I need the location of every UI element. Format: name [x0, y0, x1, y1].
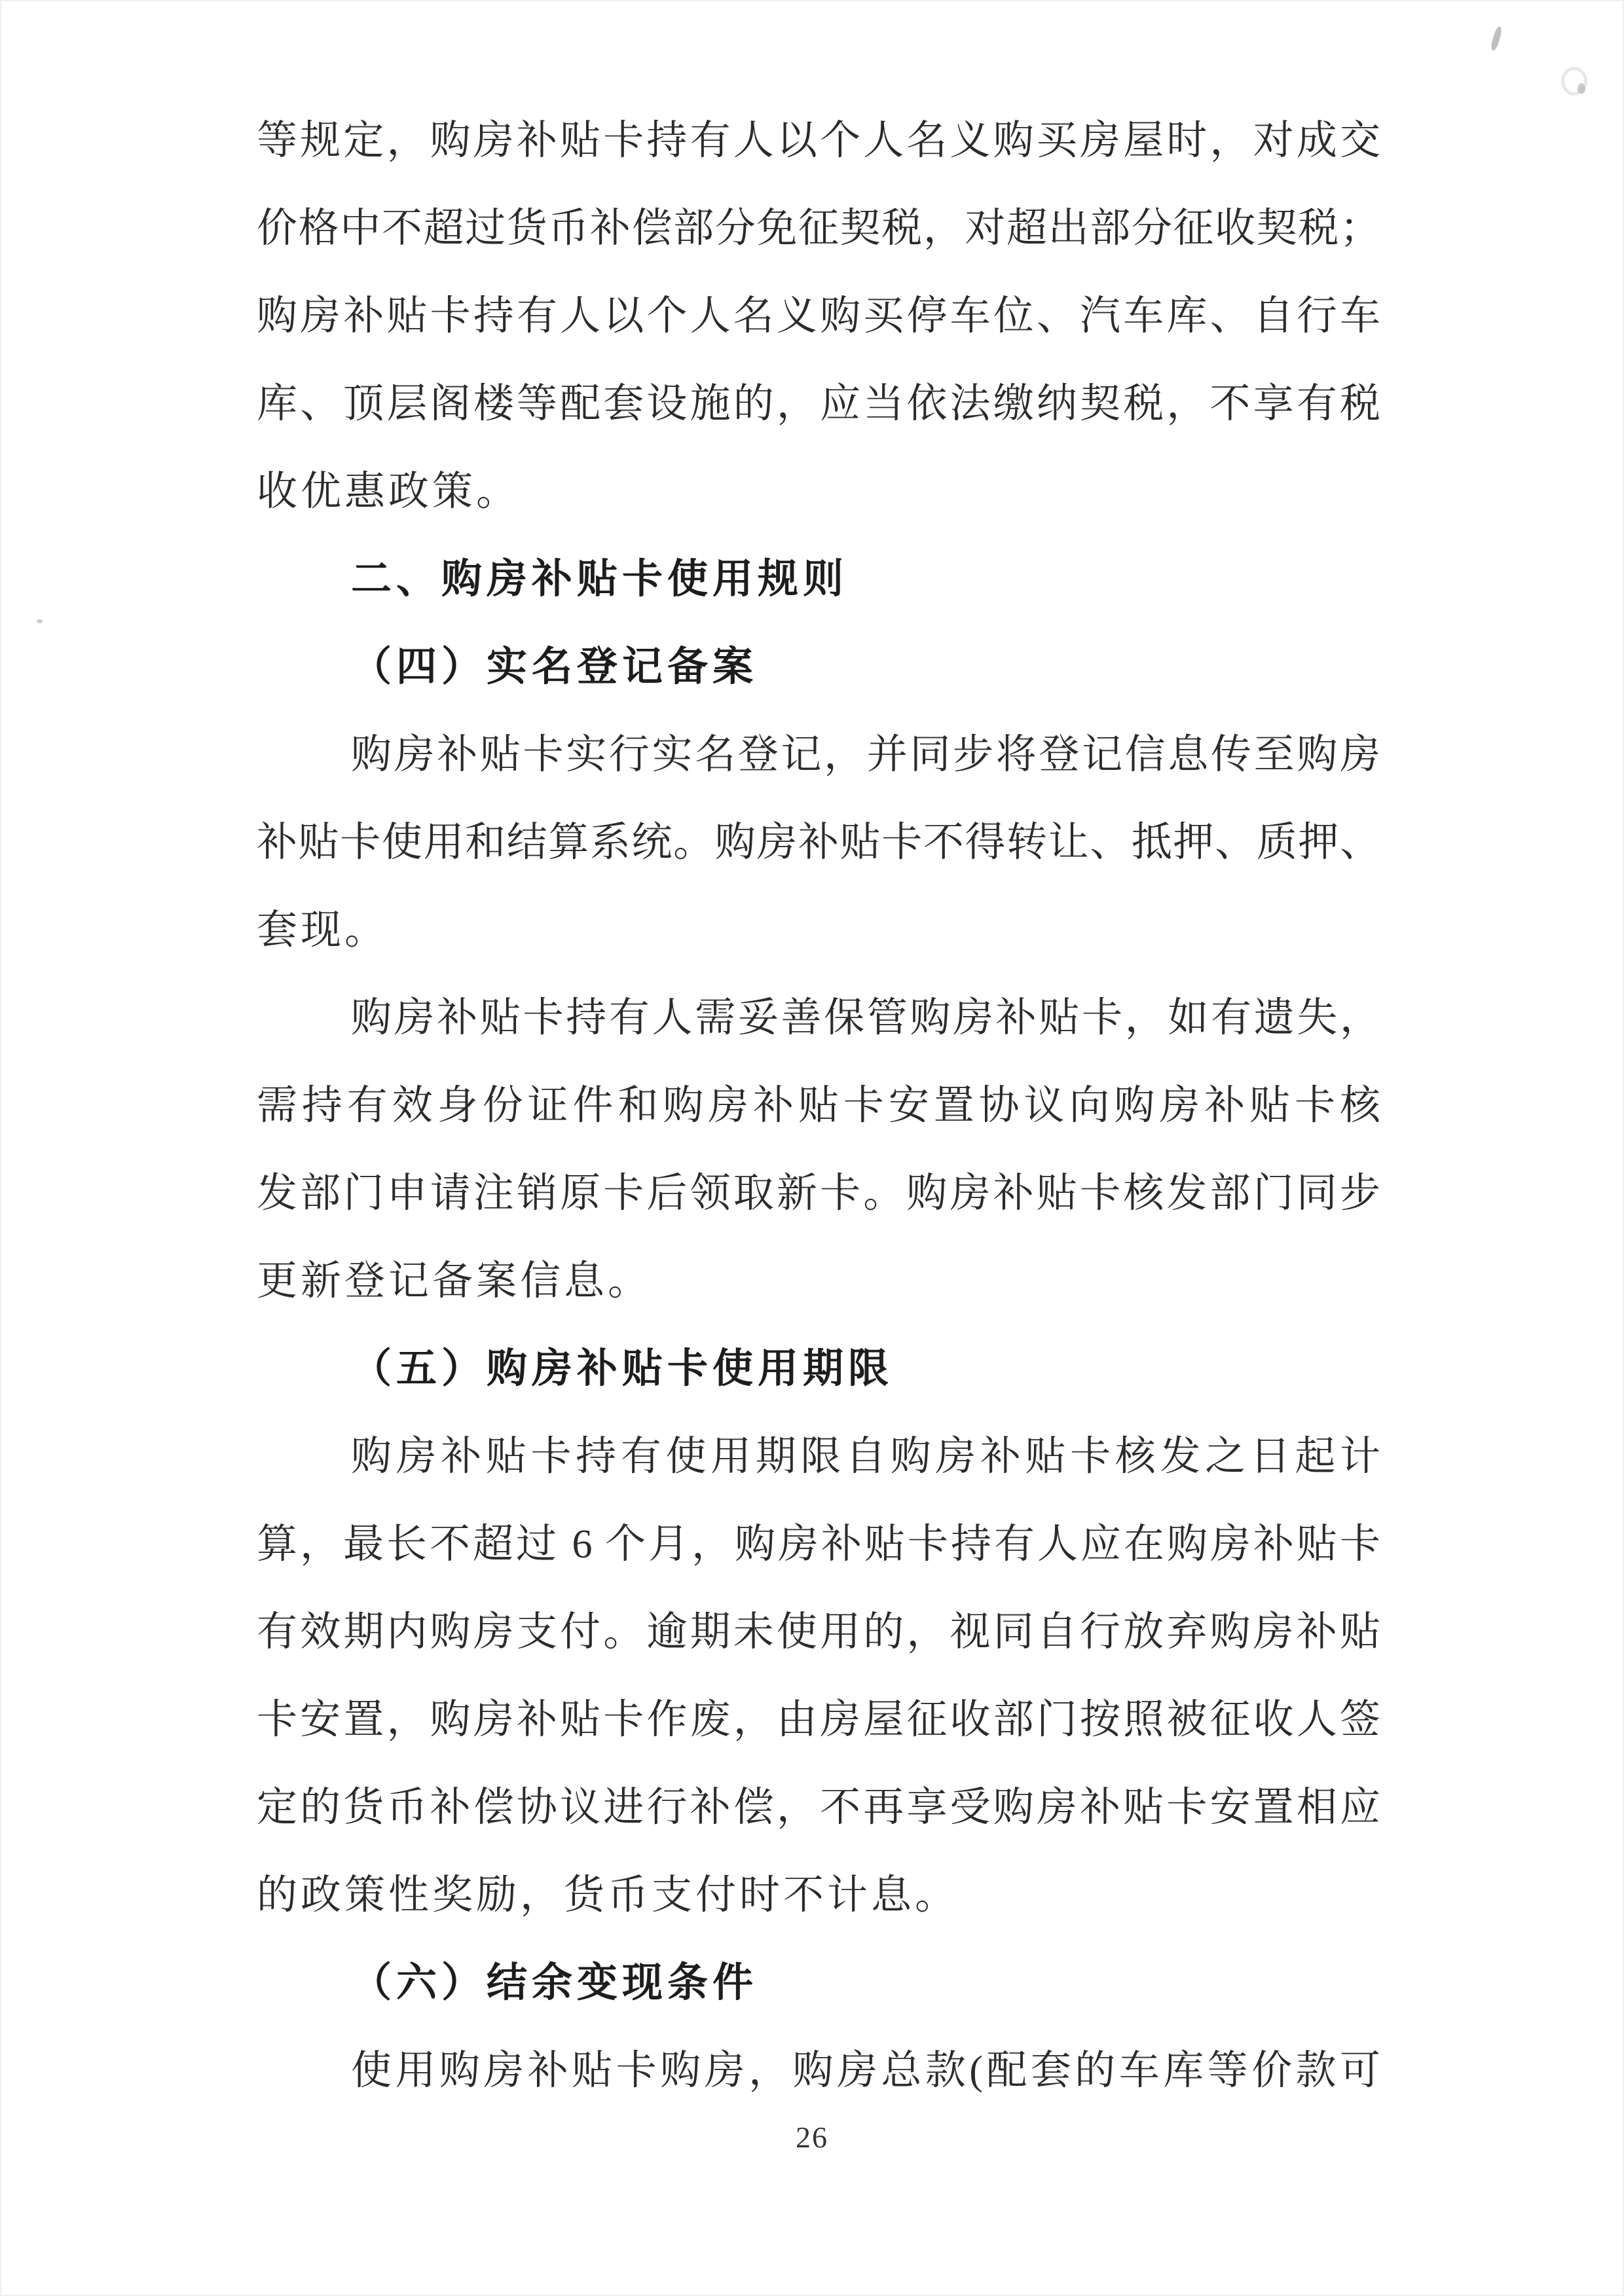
body-line: 发部门申请注销原卡后领取新卡。购房补贴卡核发部门同步: [257, 1171, 1380, 1216]
body-line: 库、顶层阁楼等配套设施的，应当依法缴纳契税，不享有税: [257, 382, 1380, 426]
body-line: 的政策性奖励，货币支付时不计息。: [257, 1873, 959, 1918]
scan-dot-icon: [37, 619, 43, 623]
body-line: 使用购房补贴卡购房，购房总款(配套的车库等价款可: [351, 2049, 1380, 2093]
body-line: 有效期内购房支付。逾期未使用的，视同自行放弃购房补贴: [257, 1610, 1380, 1654]
section-heading: （四）实名登记备案: [351, 645, 758, 689]
body-line: 卡安置，购房补贴卡作废，由房屋征收部门按照被征收人签: [257, 1698, 1380, 1742]
body-line: 收优惠政策。: [257, 469, 521, 514]
section-heading: （六）结余变现条件: [351, 1961, 758, 2005]
scan-tick-mark-icon: [1490, 26, 1503, 51]
document-body: [257, 97, 1380, 2115]
section-heading: （五）购房补贴卡使用期限: [351, 1347, 894, 1391]
body-line: 购房补贴卡实行实名登记，并同步将登记信息传至购房: [351, 733, 1380, 777]
body-line: 定的货币补偿协议进行补偿，不再享受购房补贴卡安置相应: [257, 1785, 1380, 1830]
body-line: 套现。: [257, 908, 389, 953]
body-line: 价格中不超过货币补偿部分免征契税，对超出部分征收契税；: [257, 206, 1380, 251]
body-line: 需持有效身份证件和购房补贴卡安置协议向购房补贴卡核: [257, 1084, 1380, 1128]
body-line: 购房补贴卡持有使用期限自购房补贴卡核发之日起计: [351, 1434, 1380, 1479]
body-line: 购房补贴卡持有人需妥善保管购房补贴卡，如有遗失，: [351, 996, 1380, 1040]
body-line: 补贴卡使用和结算系统。购房补贴卡不得转让、抵押、质押、: [257, 820, 1380, 865]
scan-smudge-icon: [1561, 67, 1587, 96]
section-heading: 二、购房补贴卡使用规则: [351, 557, 849, 602]
body-line: 算，最长不超过 6 个月，购房补贴卡持有人应在购房补贴卡: [257, 1522, 1380, 1567]
body-line: 等规定，购房补贴卡持有人以个人名义购买房屋时，对成交: [257, 118, 1380, 163]
page-number: 26: [796, 2121, 828, 2154]
body-line: 更新登记备案信息。: [257, 1259, 652, 1303]
body-line: 购房补贴卡持有人以个人名义购买停车位、汽车库、自行车: [257, 294, 1380, 338]
